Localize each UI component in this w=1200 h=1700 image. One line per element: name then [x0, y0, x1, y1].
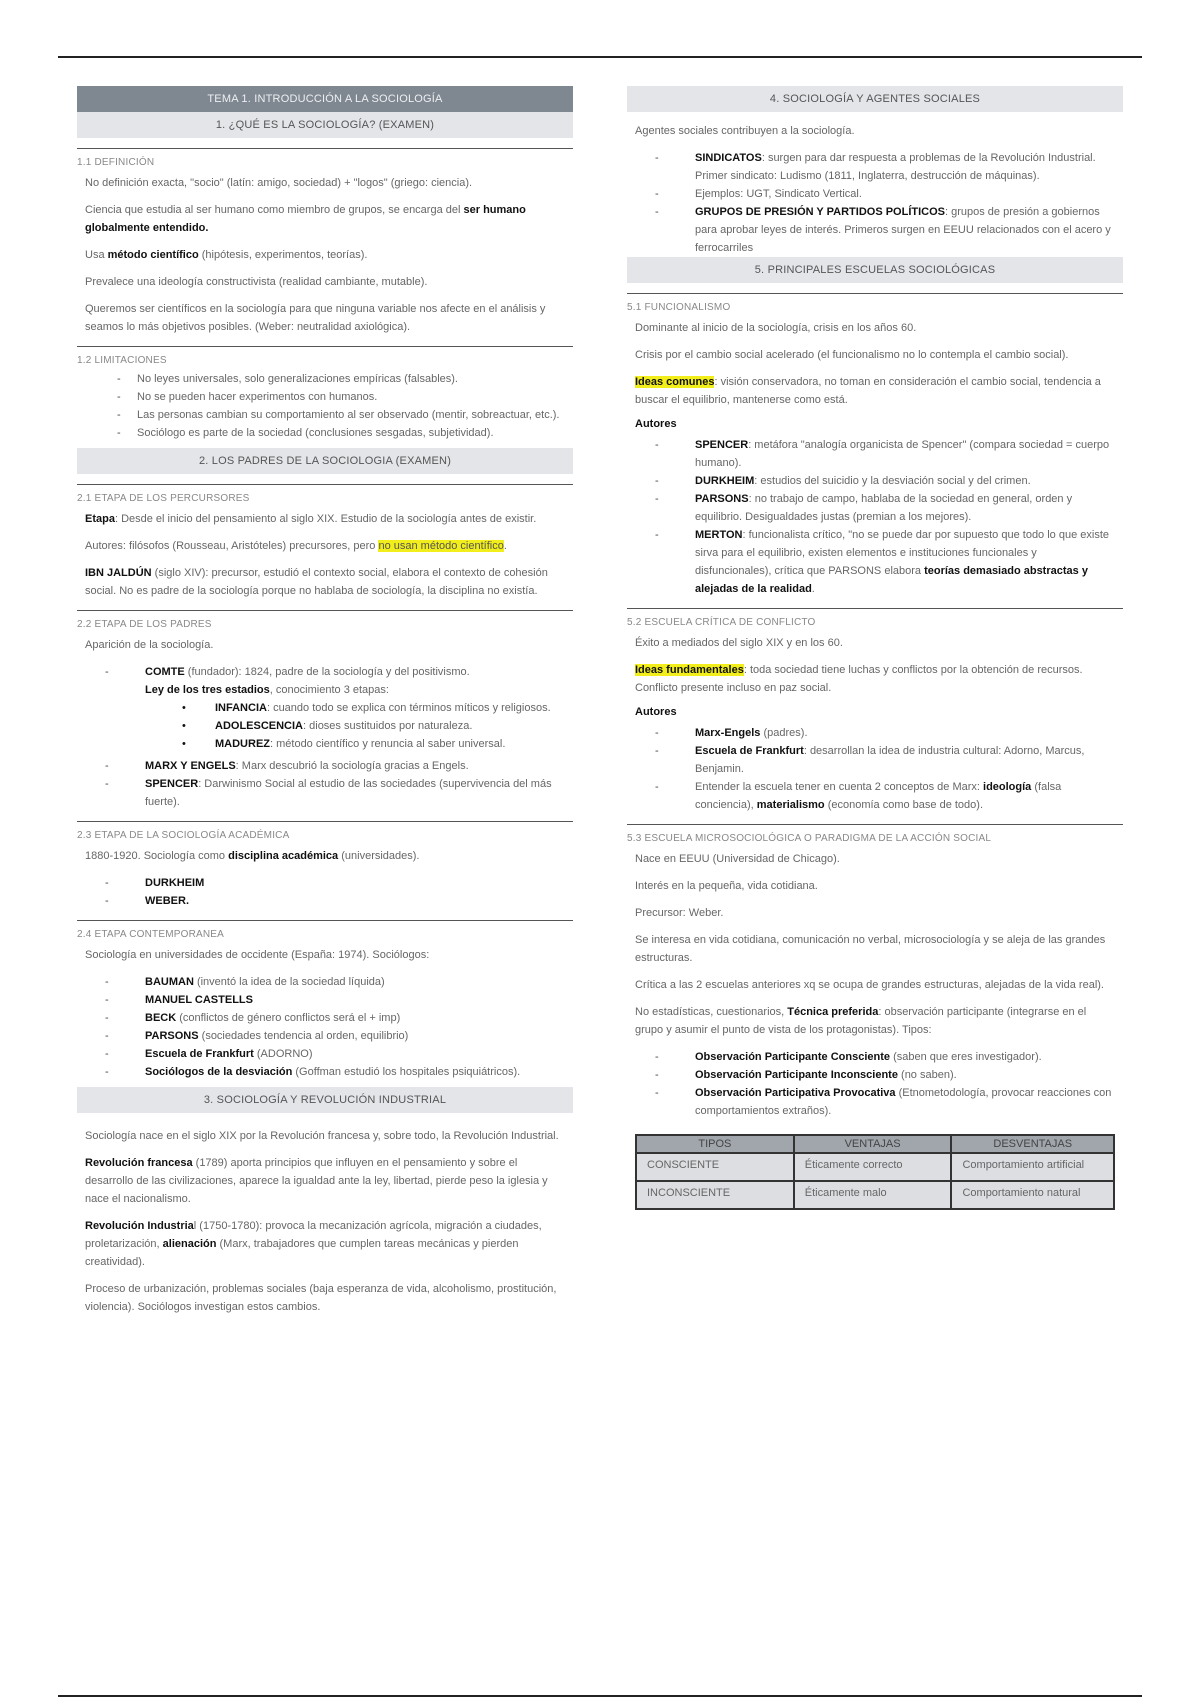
highlight: no usan método científico: [378, 540, 504, 552]
section-1-title: 1. ¿QUÉ ES LA SOCIOLOGÍA? (EXAMEN): [77, 112, 573, 138]
table-header: VENTAJAS: [794, 1135, 952, 1153]
subsection-2-1-title: 2.1 ETAPA DE LOS PERCURSORES: [77, 484, 573, 504]
list-item: - Las personas cambian su comportamiento al ser observado (mentir, sobreactuar, etc.).: [85, 406, 565, 424]
list-item: - Escuela de Frankfurt (ADORNO): [85, 1045, 565, 1063]
list-item: - Observación Participante Consciente (saben que eres investigador).: [635, 1048, 1115, 1066]
conflicto-authors-list: [635, 724, 1115, 814]
paragraph: Ideas comunes: visión conservadora, no toman en consideración el cambio social, tendencia a buscar el equilibrio, mantenerse como está.: [635, 376, 1101, 406]
left-column: [77, 86, 573, 1325]
table-header-row: [636, 1135, 1114, 1153]
subsection-2-3-title: 2.3 ETAPA DE LA SOCIOLOGÍA ACADÉMICA: [77, 821, 573, 841]
agentes-list: [635, 149, 1115, 257]
list-item: - PARSONS: no trabajo de campo, hablaba de la sociedad en general, orden y equilibrio. Desigualdades justas (premian a los mejores).: [635, 490, 1115, 526]
autores-label: Autores: [635, 706, 677, 718]
highlight: Ideas fundamentales: [635, 664, 744, 676]
autores-label: Autores: [635, 418, 677, 430]
funcionalismo-authors-list: [635, 436, 1115, 598]
paragraph: Aparición de la sociología.: [85, 639, 214, 651]
paragraph: IBN JALDÚN (siglo XIV): precursor, estudió el contexto social, elabora el contexto de cohesión social. No es padre de la sociología porque no hablaba de sociología, la disciplina no existía.: [85, 567, 548, 597]
list-item: - BAUMAN (inventó la idea de la sociedad líquida): [85, 973, 565, 991]
list-item: - No se pueden hacer experimentos con humanos.: [85, 388, 565, 406]
section-2-title: 2. LOS PADRES DE LA SOCIOLOGIA (EXAMEN): [77, 448, 573, 474]
list-item: - BECK (conflictos de género conflictos será el + imp): [85, 1009, 565, 1027]
list-item: - DURKHEIM: estudios del suicidio y la desviación social y del crimen.: [635, 472, 1115, 490]
paragraph: Nace en EEUU (Universidad de Chicago).: [635, 853, 840, 865]
paragraph: Revolución Industrial (1750-1780): provoca la mecanización agrícola, migración a ciudades, proletarización, alienación (Marx, trabajadores que cumplen tareas mecánicas y pierden creatividad).: [85, 1220, 542, 1268]
subsection-5-3-title: 5.3 ESCUELA MICROSOCIOLÓGICA O PARADIGMA DE LA ACCIÓN SOCIAL: [627, 824, 1123, 844]
ley-tres-estadios: Ley de los tres estadios, conocimiento 3 etapas:: [145, 684, 389, 696]
right-column: [627, 86, 1123, 1210]
paragraph: 1880-1920. Sociología como disciplina académica (universidades).: [85, 850, 420, 862]
list-item: - No leyes universales, solo generalizaciones empíricas (falsables).: [85, 370, 565, 388]
list-item: - PARSONS (sociedades tendencia al orden, equilibrio): [85, 1027, 565, 1045]
paragraph: Precursor: Weber.: [635, 907, 724, 919]
section-3-title: 3. SOCIOLOGÍA Y REVOLUCIÓN INDUSTRIAL: [77, 1087, 573, 1113]
list-item: - SPENCER: metáfora "analogía organicista de Spencer" (compara sociedad = cuerpo humano).: [635, 436, 1115, 472]
paragraph: Dominante al inicio de la sociología, crisis en los años 60.: [635, 322, 917, 334]
list-item: • INFANCIA: cuando todo se explica con términos míticos y religiosos.: [85, 699, 565, 717]
paragraph: Interés en la pequeña, vida cotidiana.: [635, 880, 818, 892]
subsection-2-2-title: 2.2 ETAPA DE LOS PADRES: [77, 610, 573, 630]
estadios-list: [85, 699, 565, 753]
subsection-1-2-title: 1.2 LIMITACIONES: [77, 346, 573, 366]
paragraph: Ideas fundamentales: toda sociedad tiene luchas y conflictos por la obtención de recursos. Conflicto presente incluso en paz social.: [635, 664, 1083, 694]
section-4-title: 4. SOCIOLOGÍA Y AGENTES SOCIALES: [627, 86, 1123, 112]
table-cell: Comportamiento natural: [951, 1181, 1114, 1209]
paragraph: Queremos ser científicos en la sociología para que ninguna variable nos afecte en el análisis y seamos lo más objetivos posibles. (Weber: neutralidad axiológica).: [85, 303, 546, 333]
table-cell: Éticamente malo: [794, 1181, 952, 1209]
limitaciones-list: [85, 370, 565, 442]
list-item: • MADUREZ: método científico y renuncia al saber universal.: [85, 735, 565, 753]
list-item: - DURKHEIM: [85, 874, 565, 892]
table-cell: CONSCIENTE: [636, 1153, 794, 1181]
list-item: - SPENCER: Darwinismo Social al estudio de las sociedades (supervivencia del más fuerte).: [85, 775, 565, 811]
list-item: - Ejemplos: UGT, Sindicato Vertical.: [635, 185, 1115, 203]
padres-list: [85, 663, 565, 681]
academica-list: [85, 874, 565, 910]
list-item: - Observación Participante Inconsciente (no saben).: [635, 1066, 1115, 1084]
table-cell: Comportamiento artificial: [951, 1153, 1114, 1181]
subsection-2-4-title: 2.4 ETAPA CONTEMPORANEA: [77, 920, 573, 940]
table-cell: Éticamente correcto: [794, 1153, 952, 1181]
list-item: - Observación Participativa Provocativa (Etnometodología, provocar reacciones con comportamientos extraños).: [635, 1084, 1115, 1120]
table-row: [636, 1153, 1114, 1181]
paragraph: No estadísticas, cuestionarios, Técnica preferida: observación participante (integrarse en el grupo y asumir el punto de vista de los protagonistas). Tipos:: [635, 1006, 1087, 1036]
observacion-types-list: [635, 1048, 1115, 1120]
list-item: • ADOLESCENCIA: dioses sustituidos por naturaleza.: [85, 717, 565, 735]
table-header: DESVENTAJAS: [951, 1135, 1114, 1153]
paragraph: Ciencia que estudia al ser humano como miembro de grupos, se encarga del ser humano globalmente entendido.: [85, 204, 526, 234]
padres-list-2: [85, 757, 565, 811]
subsection-5-1-title: 5.1 FUNCIONALISMO: [627, 293, 1123, 313]
paragraph: Autores: filósofos (Rousseau, Aristóteles) precursores, pero no usan método científico.: [85, 540, 507, 552]
paragraph: Se interesa en vida cotidiana, comunicación no verbal, microsociología y se aleja de las grandes estructuras.: [635, 934, 1106, 964]
paragraph: Éxito a mediados del siglo XIX y en los 60.: [635, 637, 843, 649]
list-item: - COMTE (fundador): 1824, padre de la sociología y del positivismo.: [85, 663, 565, 681]
list-item: - GRUPOS DE PRESIÓN Y PARTIDOS POLÍTICOS: grupos de presión a gobiernos para aprobar leyes de interés. Primeros surgen en EEUU relacionados con el acero y ferrocarriles: [635, 203, 1115, 257]
paragraph: Proceso de urbanización, problemas sociales (baja esperanza de vida, alcoholismo, prostitución, violencia). Sociólogos investigan estos cambios.: [85, 1283, 557, 1313]
list-item: - WEBER.: [85, 892, 565, 910]
subsection-5-2-title: 5.2 ESCUELA CRÍTICA DE CONFLICTO: [627, 608, 1123, 628]
paragraph: Crisis por el cambio social acelerado (el funcionalismo no lo contempla el cambio social).: [635, 349, 1069, 361]
paragraph: Sociología en universidades de occidente (España: 1974). Sociólogos:: [85, 949, 430, 961]
list-item: - MERTON: funcionalista crítico, "no se puede dar por supuesto que todo lo que existe sirva para el equilibrio, existen elementos e instituciones funcionales y disfuncionales), crítica que PARSONS elabora teorías demasiado abstractas y alejadas de la realidad.: [635, 526, 1115, 598]
list-item: - Marx-Engels (padres).: [635, 724, 1115, 742]
observacion-table: [635, 1134, 1115, 1210]
contemporanea-list: [85, 973, 565, 1081]
paragraph: No definición exacta, "socio" (latín: amigo, sociedad) + "logos" (griego: ciencia).: [85, 177, 473, 189]
paragraph: Crítica a las 2 escuelas anteriores xq se ocupa de grandes estructuras, alejadas de la vida real).: [635, 979, 1104, 991]
table-row: [636, 1181, 1114, 1209]
paragraph: Sociología nace en el siglo XIX por la Revolución francesa y, sobre todo, la Revolución Industrial.: [85, 1130, 559, 1142]
section-5-title: 5. PRINCIPALES ESCUELAS SOCIOLÓGICAS: [627, 257, 1123, 283]
paragraph: Prevalece una ideología constructivista (realidad cambiante, mutable).: [85, 276, 428, 288]
subsection-1-1-title: 1.1 DEFINICIÓN: [77, 148, 573, 168]
bottom-rule: [58, 1695, 1142, 1697]
list-item: - MANUEL CASTELLS: [85, 991, 565, 1009]
list-item: - Sociólogo es parte de la sociedad (conclusiones sesgadas, subjetividad).: [85, 424, 565, 442]
paragraph: Revolución francesa (1789) aporta principios que influyen en el pensamiento y sobre el desarrollo de las civilizaciones, aparece la igualdad ante la ley, libertad, pierde peso la iglesia y nace el nacionalismo.: [85, 1157, 548, 1205]
list-item: - Escuela de Frankfurt: desarrollan la idea de industria cultural: Adorno, Marcus, Benjamin.: [635, 742, 1115, 778]
tema-title: TEMA 1. INTRODUCCIÓN A LA SOCIOLOGÍA: [77, 86, 573, 112]
table-header: TIPOS: [636, 1135, 794, 1153]
paragraph: Usa método científico (hipótesis, experimentos, teorías).: [85, 249, 368, 261]
paragraph: Etapa: Desde el inicio del pensamiento al siglo XIX. Estudio de la sociología antes de existir.: [85, 513, 537, 525]
list-item: - SINDICATOS: surgen para dar respuesta a problemas de la Revolución Industrial. Primer sindicato: Ludismo (1811, Inglaterra, destrucción de máquinas).: [635, 149, 1115, 185]
table-cell: INCONSCIENTE: [636, 1181, 794, 1209]
list-item: - Sociólogos de la desviación (Goffman estudió los hospitales psiquiátricos).: [85, 1063, 565, 1081]
paragraph: Agentes sociales contribuyen a la sociología.: [635, 125, 855, 137]
list-item: - Entender la escuela tener en cuenta 2 conceptos de Marx: ideología (falsa conciencia), materialismo (economía como base de todo).: [635, 778, 1115, 814]
list-item: - MARX Y ENGELS: Marx descubrió la sociología gracias a Engels.: [85, 757, 565, 775]
highlight: Ideas comunes: [635, 376, 715, 388]
top-rule: [58, 56, 1142, 58]
